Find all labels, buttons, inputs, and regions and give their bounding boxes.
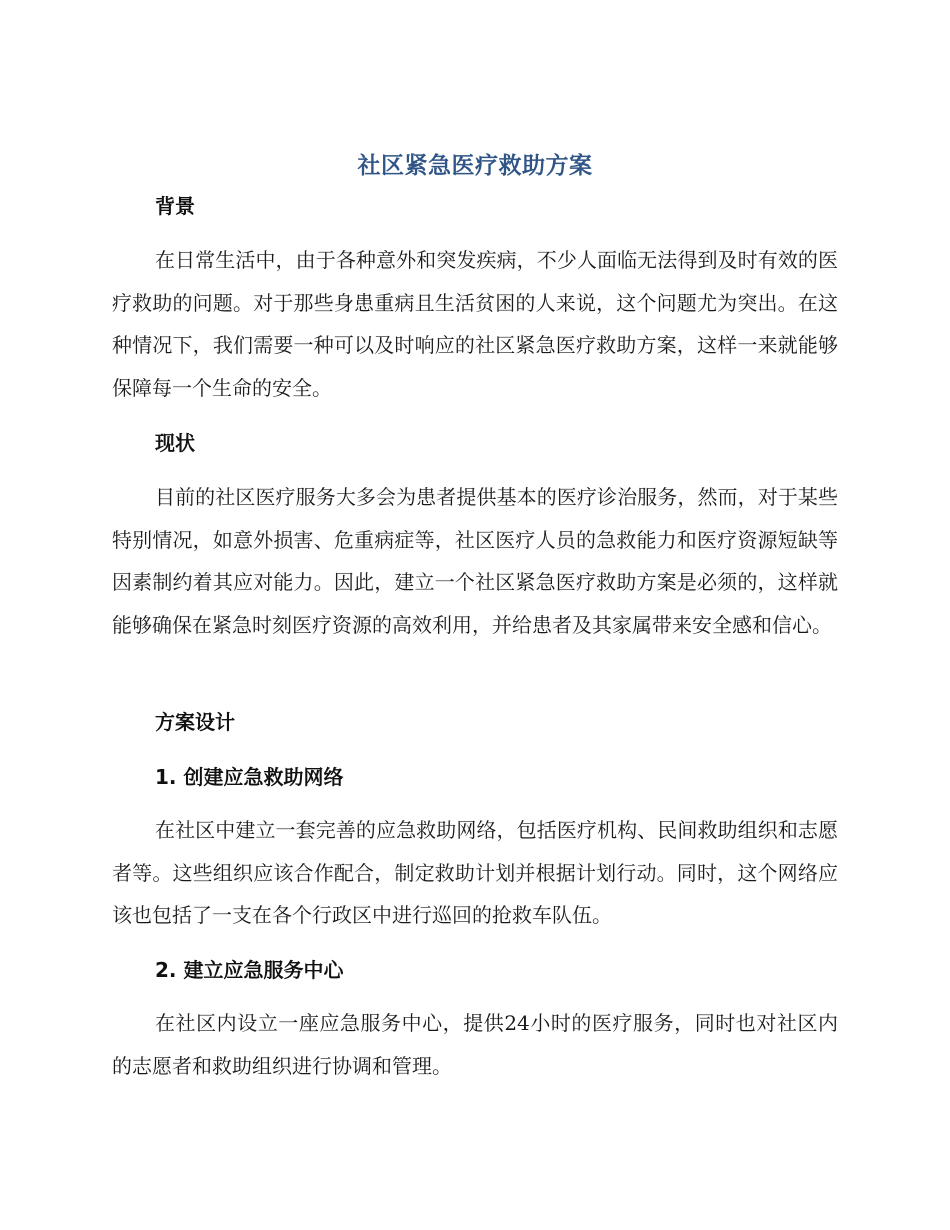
section-paragraph-status: 目前的社区医疗服务大多会为患者提供基本的医疗诊治服务，然而，对于某些特别情况，如意外损害、危重病症等，社区医疗人员的急救能力和医疗资源短缺等因素制约着其应对能力。因此，建立一个社区紧急医疗救助方案是必须的，这样就能够确保在紧急时刻医疗资源的高效利用，并给患者及其家属带来安全感和信心。 — [112, 485, 838, 637]
section-paragraph-background: 在日常生活中，由于各种意外和突发疾病，不少人面临无法得到及时有效的医疗救助的问题。对于那些身患重病且生活贫困的人来说，这个问题尤为突出。在这种情况下，我们需要一种可以及时响应的社区紧急医疗救助方案，这样一来就能够保障每一个生命的安全。 — [112, 248, 838, 400]
section-paragraph-emergency-network: 在社区中建立一套完善的应急救助网络，包括医疗机构、民间救助组织和志愿者等。这些组织应该合作配合，制定救助计划并根据计划行动。同时，这个网络应该也包括了一支在各个行政区中进行巡回的抢救车队伍。 — [112, 818, 838, 927]
document-title: 社区紧急医疗救助方案 — [357, 153, 593, 179]
section-heading-emergency-center: 2. 建立应急服务中心 — [155, 958, 344, 982]
section-heading-plan-design: 方案设计 — [155, 710, 235, 734]
section-heading-background: 背景 — [155, 194, 195, 218]
section-heading-status: 现状 — [155, 431, 195, 455]
section-heading-emergency-network: 1. 创建应急救助网络 — [155, 765, 344, 789]
section-paragraph-emergency-center: 在社区内设立一座应急服务中心，提供24小时的医疗服务，同时也对社区内的志愿者和救助组织进行协调和管理。 — [112, 1011, 838, 1078]
